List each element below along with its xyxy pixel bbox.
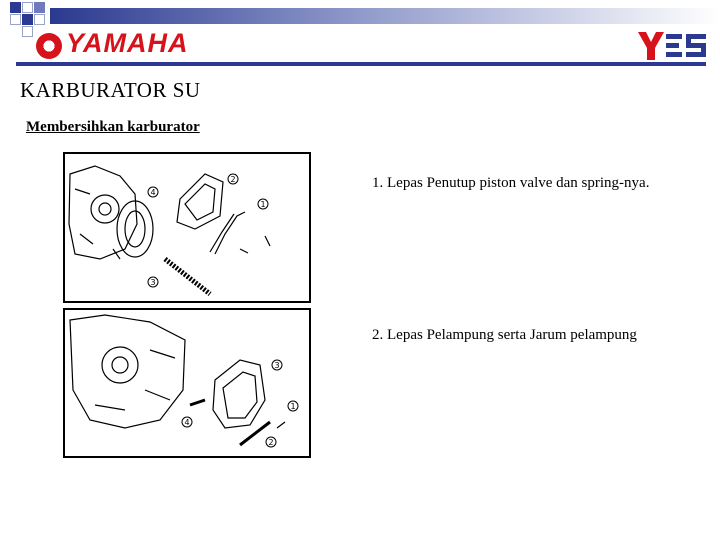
step-2-text: 2. Lepas Pelampung serta Jarum pelampung bbox=[372, 327, 637, 343]
callout-2: 2 bbox=[230, 175, 236, 184]
decor-square bbox=[22, 2, 33, 13]
yes-logo-icon bbox=[636, 30, 708, 62]
page-title: KARBURATOR SU bbox=[20, 78, 201, 102]
decor-square bbox=[10, 14, 21, 25]
callout-4: 4 bbox=[184, 418, 190, 427]
figure-float bbox=[63, 308, 311, 458]
yamaha-tuning-fork-icon bbox=[36, 33, 62, 59]
page-subtitle: Membersihkan karburator bbox=[26, 119, 200, 135]
callout-3: 3 bbox=[274, 361, 280, 370]
step-1-text: 1. Lepas Penutup piston valve dan spring-nya. bbox=[372, 175, 650, 191]
decor-square bbox=[34, 14, 45, 25]
header-divider bbox=[16, 62, 706, 66]
header-gradient-bar bbox=[50, 8, 720, 24]
callout-4: 4 bbox=[150, 188, 156, 197]
decor-square bbox=[22, 14, 33, 25]
callout-3: 3 bbox=[150, 278, 156, 287]
callout-1: 1 bbox=[260, 200, 266, 209]
figure-piston-valve bbox=[63, 152, 311, 303]
yamaha-logo-text: YAMAHA bbox=[66, 28, 189, 58]
callout-2: 2 bbox=[268, 438, 274, 447]
decor-square bbox=[22, 26, 33, 37]
decor-square bbox=[10, 2, 21, 13]
callout-1: 1 bbox=[290, 402, 296, 411]
decor-square bbox=[34, 2, 45, 13]
